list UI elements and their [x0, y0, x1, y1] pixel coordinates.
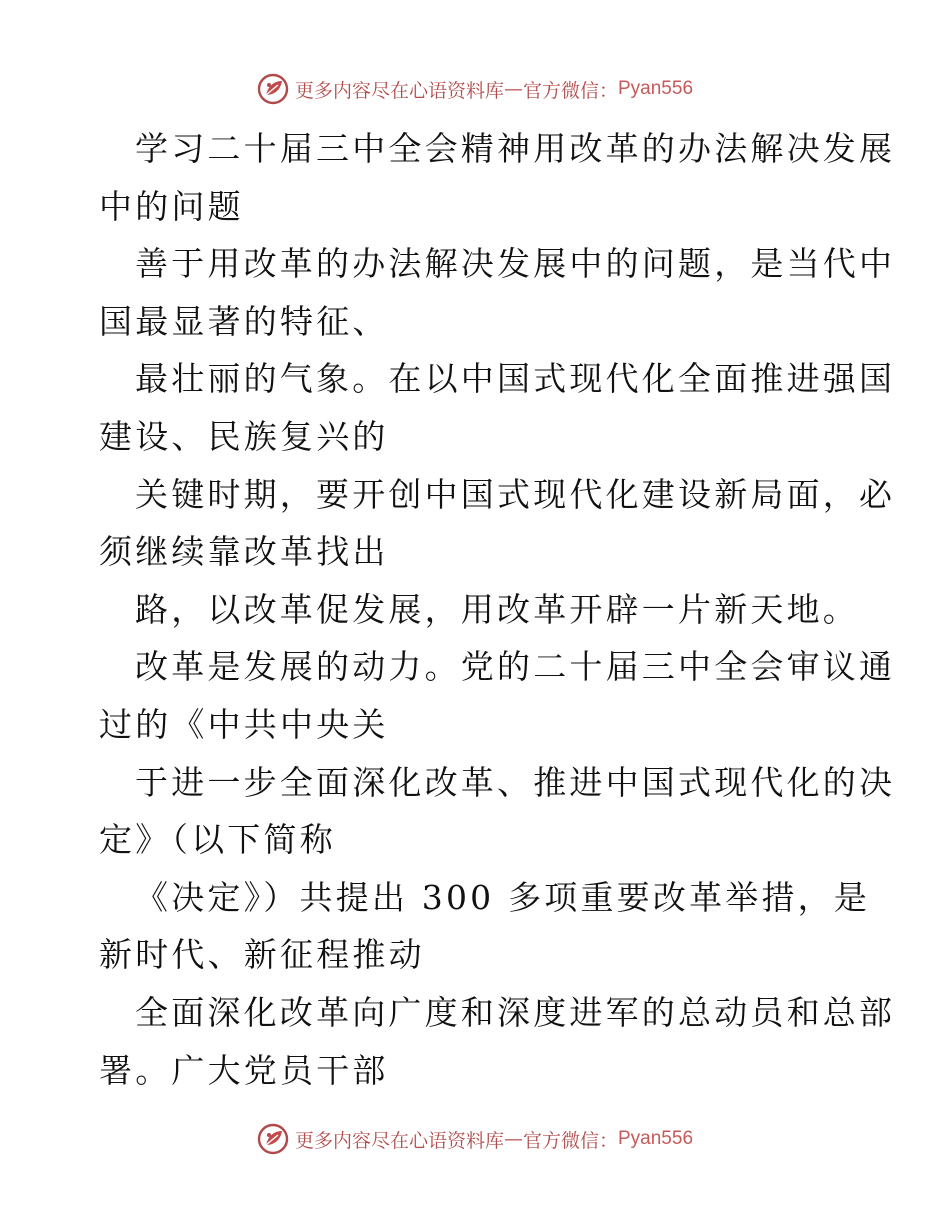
red-leaf-logo-icon: [257, 1123, 289, 1155]
watermark-wechat-id: Pyan556: [618, 78, 694, 99]
watermark-header: [0, 71, 950, 107]
text-line: 署。广大党员干部: [99, 1050, 389, 1090]
watermark-text-tail: 官方微信：: [522, 1129, 618, 1152]
text-line: 最壮丽的气象。在以中国式现代化全面推进强国: [135, 359, 896, 399]
watermark-text-main: 更多内容尽在心语资料库: [294, 79, 504, 102]
text-line: 全面深化改革向广度和深度进军的总动员和总部: [135, 992, 896, 1032]
watermark-dash: —: [503, 1128, 523, 1150]
text-line: 国最显著的特征、: [99, 301, 389, 341]
watermark-footer: [0, 1121, 950, 1157]
watermark-dash: —: [503, 78, 523, 100]
text-line: 定》（以下简称: [99, 820, 336, 860]
text-line: 于进一步全面深化改革、推进中国式现代化的决: [135, 762, 896, 802]
text-line: 须继续靠改革找出: [99, 532, 389, 572]
watermark-text-tail: 官方微信：: [522, 79, 618, 102]
text-line: 关键时期，要开创中国式现代化建设新局面，必: [135, 474, 896, 514]
text-line: 路，以改革促发展，用改革开辟一片新天地。: [135, 589, 859, 629]
text-line: 学习二十届三中全会精神用改革的办法解决发展: [135, 129, 896, 168]
watermark-wechat-id: Pyan556: [618, 1128, 694, 1149]
text-line: 《决定》）共提出 300 多项重要改革举措，是: [135, 877, 871, 917]
text-line: 中的问题: [99, 186, 244, 226]
document-body: [99, 120, 896, 1099]
red-leaf-logo-icon: [257, 73, 289, 105]
text-line: 建设、民族复兴的: [99, 416, 389, 456]
text-line: 新时代、新征程推动: [99, 935, 425, 975]
text-line: 善于用改革的办法解决发展中的问题，是当代中: [135, 244, 896, 284]
watermark-text-main: 更多内容尽在心语资料库: [294, 1129, 504, 1152]
text-line: 过的《中共中央关: [99, 704, 389, 744]
text-line: 改革是发展的动力。党的二十届三中全会审议通: [135, 647, 896, 687]
